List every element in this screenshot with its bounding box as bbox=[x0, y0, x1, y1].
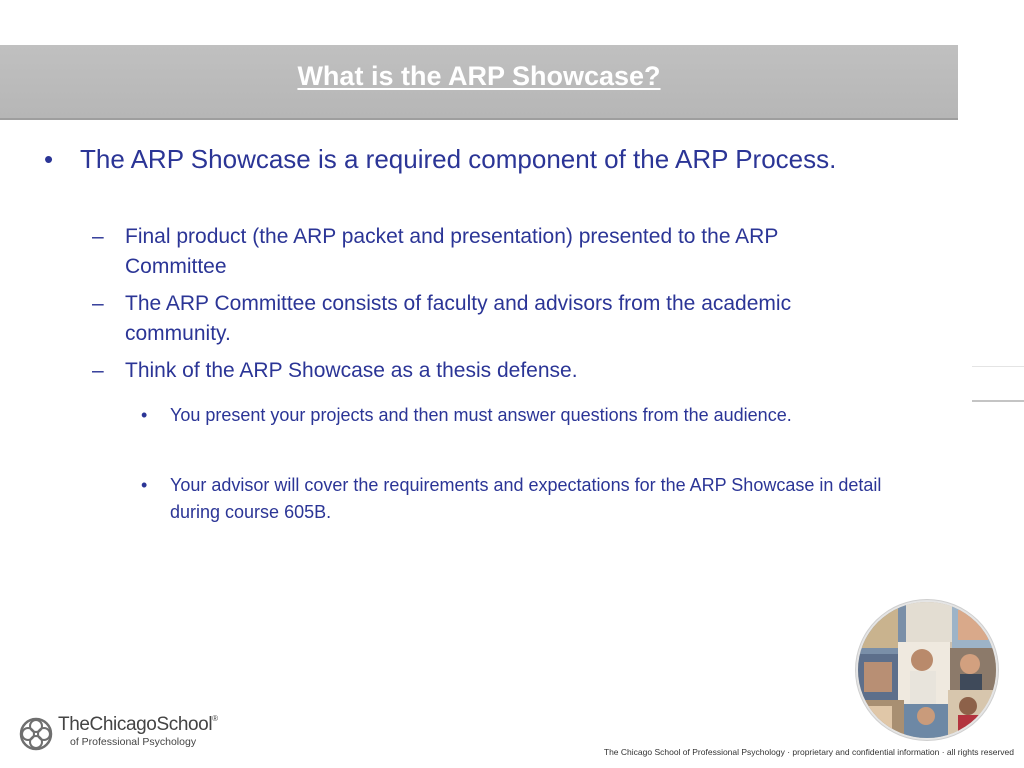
footer-text: The Chicago School of Professional Psychology · proprietary and confidential information · all rights reserved bbox=[603, 747, 1014, 757]
bullet-text: Final product (the ARP packet and presentation) presented to the ARP Committee bbox=[125, 225, 778, 278]
bullet-level-3 bbox=[141, 472, 890, 526]
bullet-marker: • bbox=[141, 475, 148, 495]
bullet-level-2 bbox=[92, 222, 885, 282]
photo-collage-graphic bbox=[858, 602, 996, 738]
logo-subtitle: of Professional Psychology bbox=[70, 736, 197, 748]
dash-marker: – bbox=[92, 359, 104, 382]
bullet-text: Your advisor will cover the requirements and expectations for the ARP Showcase in detail during course 605B. bbox=[170, 475, 882, 522]
dash-marker: – bbox=[92, 292, 104, 315]
dash-marker: – bbox=[92, 225, 104, 248]
logo-knot-icon bbox=[18, 716, 54, 752]
bullet-text: You present your projects and then must answer questions from the audience. bbox=[170, 405, 792, 425]
photo-collage-image bbox=[858, 602, 996, 738]
bullet-text: Think of the ARP Showcase as a thesis defense. bbox=[125, 359, 578, 382]
bullet-level-3 bbox=[141, 402, 890, 429]
logo-name bbox=[58, 714, 218, 736]
bullet-marker: • bbox=[141, 405, 148, 425]
slide-title: What is the ARP Showcase? bbox=[297, 61, 661, 91]
trademark-symbol: ® bbox=[212, 714, 218, 723]
bullet-level-1 bbox=[44, 143, 900, 175]
bullet-level-2 bbox=[92, 289, 885, 349]
school-logo bbox=[18, 714, 218, 754]
bullet-level-2 bbox=[92, 356, 885, 386]
bullet-text: The ARP Committee consists of faculty and advisors from the academic community. bbox=[125, 292, 792, 345]
bullet-text: The ARP Showcase is a required component of the ARP Process. bbox=[80, 144, 837, 174]
bullet-marker: • bbox=[44, 144, 54, 174]
logo-name-text: TheChicagoSchool bbox=[58, 714, 213, 735]
